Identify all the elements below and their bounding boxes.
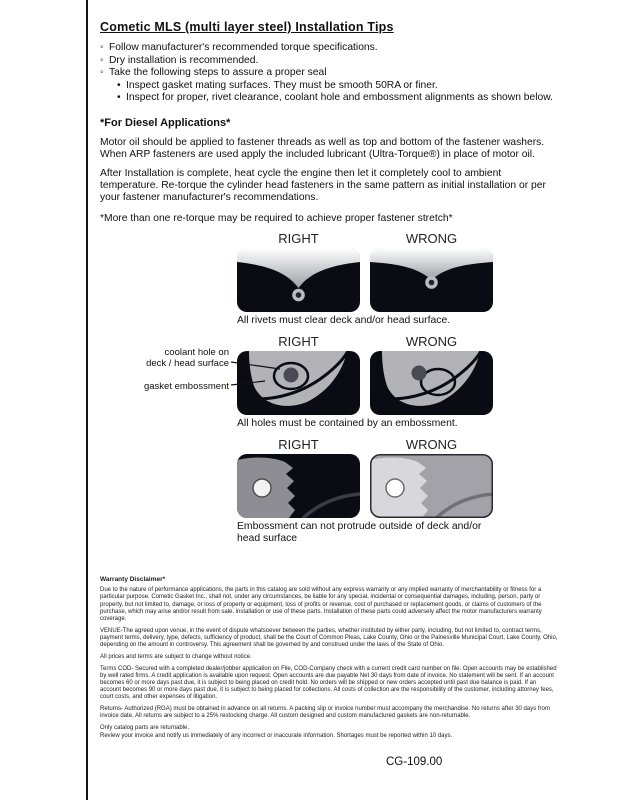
dot-bullet-icon: •: [117, 79, 121, 91]
tip-text: Inspect gasket mating surfaces. They must be smooth 50RA or finer.: [126, 79, 438, 91]
right-label: RIGHT: [278, 230, 319, 246]
diesel-paragraph: After Installation is complete, heat cycle the engine then let it completely cool to ambient temperature. Re-torque the cylinder head fasteners in the same pattern as initial installation or per your fastener manufacturer's recommendations.: [100, 167, 546, 204]
diagram-section: [143, 230, 493, 545]
diagram-row3-headers: [237, 437, 493, 452]
tips-list: [100, 42, 560, 105]
wrong-label: WRONG: [405, 436, 458, 452]
left-border-line: [86, 0, 88, 800]
rivet-clearance-right-diagram: [237, 248, 360, 312]
embossment-protrude-right-diagram: [237, 454, 360, 518]
disclaimer-paragraph: Terms COD- Secured with a completed dealer/jobber application on File, COD-Company check with a current credit card number on file. Open accounts may be established by well rated firms. A credit application is available upon request. Open accounts are due payable Net 30 days from date of invoice. No statement will be sent. If an account becomes 60 or more days past due, it is subject to being placed on credit hold. No orders will be shipped or new orders accepted until past due balance is paid. If an account becomes 90 or more days past due, it is subject to being placed for collections. All costs of collection are the responsibility of the customer, including attorney fees, court costs, and other expenses of litigation.: [100, 665, 557, 701]
list-item: [117, 92, 560, 105]
list-item: [117, 80, 560, 93]
disclaimer-paragraph: Due to the nature of performance applications, the parts in this catalog are sold without any express warranty or any implied warranty of merchantability or fitness for a particular purpose. Cometic Gasket Inc., shall not, under any circumstances, be liable for any special, incidental or consequential damages, including, person, party or property, but not limited to, damage, or loss of property or equipment, loss of profits or revenue, cost of purchased or replacement goods, or claims of customers of the purchase, which may arise and/or result from sale, installation or use of these parts. Installation of these parts could adversely affect the motor manufacturers warranty coverage.: [100, 587, 542, 623]
diagram-annotations: [113, 347, 229, 392]
diesel-heading: *For Diesel Applications*: [100, 116, 231, 129]
rivet-clearance-wrong-diagram: [370, 248, 493, 312]
circle-bullet-icon: ◦: [100, 54, 104, 66]
page-content: [100, 20, 560, 740]
disclaimer-heading: Warranty Disclaimer*: [100, 576, 166, 583]
disclaimer-paragraph: VENUE-The agreed upon venue, in the event of dispute whatsoever between the parties, whether instituted by either party, including, but not limited to, contract terms, payment terms, delivery, type, defects, sufficiency of product, shall be the Court of Common Pleas, Lake County, Ohio or the Painesville Municipal Court, Lake County, Ohio, depending on the amount in controversy. This agreement shall be governed by and construed under the laws of the State of Ohio.: [100, 627, 558, 649]
circle-bullet-icon: ◦: [100, 42, 104, 53]
right-label: RIGHT: [278, 436, 319, 452]
diagram-row2-headers: [237, 334, 493, 349]
diagram-row1-panels: [237, 248, 493, 312]
hole-embossment-wrong-diagram: [370, 351, 493, 415]
tip-text: Follow manufacturer's recommended torque specifications.: [109, 42, 378, 53]
coolant-hole-label: coolant hole on: [164, 346, 229, 358]
disclaimer-paragraph: Review your invoice and notify us immediately of any incorrect or inaccurate information. Shortages must be reported within 10 days.: [100, 733, 453, 740]
disclaimer-paragraph: Only catalog parts are returnable.: [100, 724, 190, 731]
page-title: Cometic MLS (multi layer steel) Installation Tips: [100, 20, 394, 34]
list-item: [100, 55, 560, 68]
tip-text: Dry installation is recommended.: [109, 54, 259, 66]
retorque-note: *More than one re-torque may be required to achieve proper fastener stretch*: [100, 212, 453, 224]
diagram-row2-caption: All holes must be contained by an embossment.: [237, 417, 458, 429]
embossment-protrude-wrong-diagram: [370, 454, 493, 518]
diesel-paragraph: Motor oil should be applied to fastener threads as well as top and bottom of the fastener washers. When ARP fasteners are used apply the included lubricant (Ultra-Torque®) in place of motor oil.: [100, 136, 545, 160]
circle-bullet-icon: ◦: [100, 67, 104, 78]
wrong-label: WRONG: [405, 333, 458, 349]
diagram-row2-panels: [143, 346, 493, 415]
hole-embossment-right-diagram: [237, 351, 360, 415]
disclaimer-paragraph: Returns- Authorized (RGA) must be obtained in advance on all returns. A packing slip or invoice number must accompany the merchandise. No returns after 30 days from invoice date. All returns are subject to a 25% restocking charge. All custom designed and custom manufactured gaskets are non-returnable.: [100, 706, 550, 720]
tip-text: Inspect for proper, rivet clearance, coolant hole and embossment alignments as shown below.: [126, 92, 553, 103]
disclaimer-paragraph: All prices and terms are subject to change without notice.: [100, 653, 252, 660]
gasket-embossment-label: gasket embossment: [143, 380, 229, 392]
coolant-hole-label: deck / head surface: [146, 357, 229, 369]
list-item: [100, 42, 560, 55]
diagram-row3-caption: Embossment can not protrude outside of deck and/or head surface: [237, 520, 482, 544]
wrong-label: WRONG: [405, 230, 458, 246]
diagram-row3-panels: [237, 454, 493, 518]
tip-text: Take the following steps to assure a proper seal: [109, 67, 327, 78]
diagram-row1-caption: All rivets must clear deck and/or head surface.: [237, 314, 451, 326]
diagram-row1-headers: [237, 231, 493, 246]
right-label: RIGHT: [278, 333, 319, 349]
list-item: [100, 67, 560, 80]
page-code: CG-109.00: [386, 756, 443, 768]
dot-bullet-icon: •: [117, 92, 121, 103]
warranty-disclaimer: [100, 576, 558, 745]
